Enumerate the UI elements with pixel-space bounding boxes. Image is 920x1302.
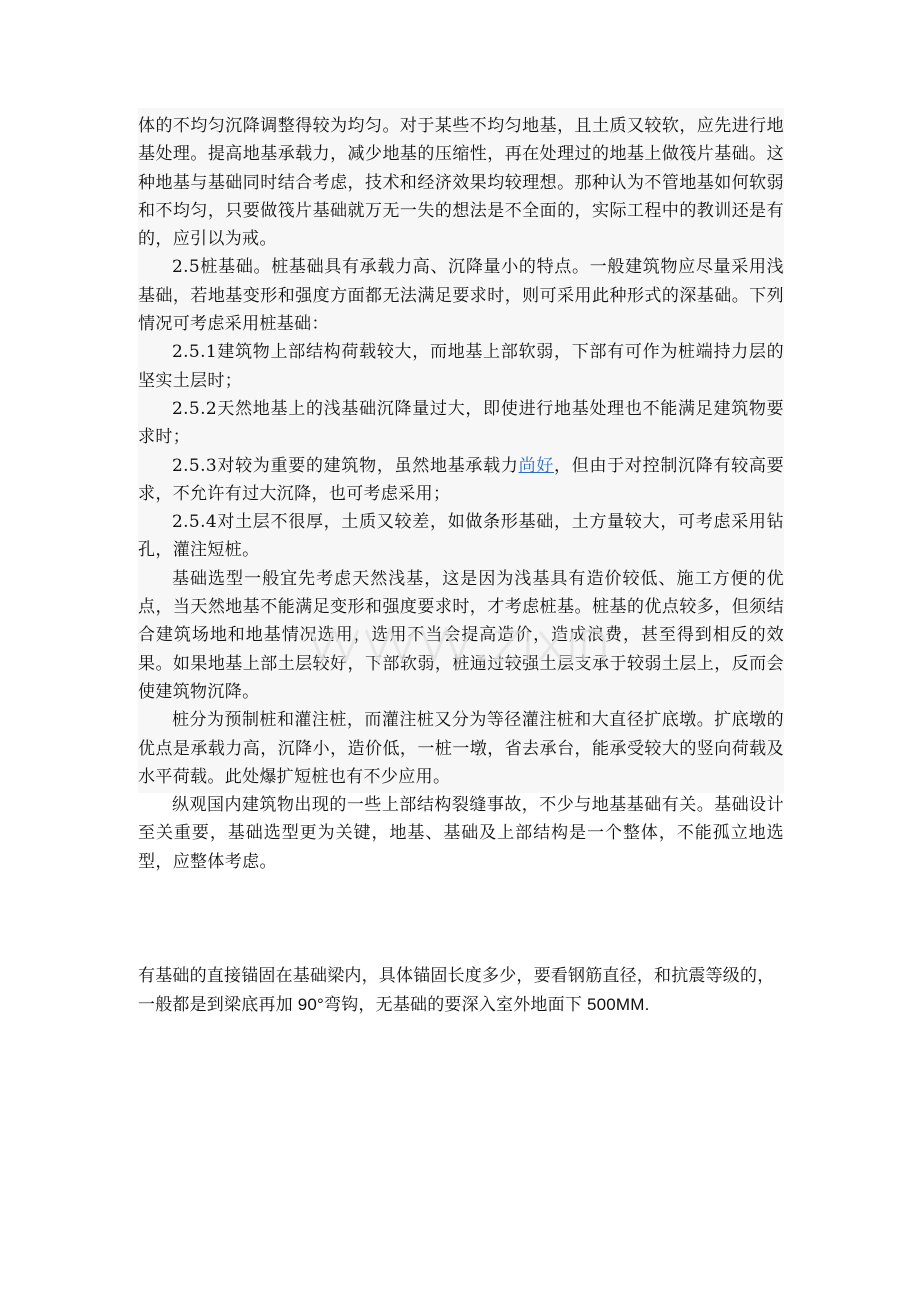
paragraph-foundation-selection: 基础选型一般宜先考虑天然浅基，这是因为浅基具有造价较低、施工方便的优点，当天然地基不能满足变形和强度要求时，才考虑桩基。桩基的优点较多，但须结合建筑场地和地基情况选用，选用不当会提高造价，造成浪费，甚至得到相反的效果。如果地基上部土层较好，下部软弱，桩通过较强土层支承于较弱土层上，反而会使建筑物沉降。 — [138, 568, 784, 702]
appendix-paragraph: 有基础的直接锚固在基础梁内，具体锚固长度多少，要看钢筋直径，和抗震等级的，一般都是到梁底再加 90°弯钩，无基础的要深入室外地面下 500MM. — [138, 966, 775, 1014]
paragraph-pile-types: 桩分为预制桩和灌注桩，而灌注桩又分为等径灌注桩和大直径扩底墩。扩底墩的优点是承载力高，沉降小，造价低，一桩一墩，省去承台，能承受较大的竖向荷载及水平荷载。此处爆扩短桩也有不少应用。 — [138, 710, 784, 787]
case-2-5-3-before-link: 2.5.3对较为重要的建筑物，虽然地基承载力 — [172, 455, 519, 476]
paragraph-case-2-5-4: 2.5.4对土层不很厚，土质又较差，如做条形基础，土方量较大，可考虑采用钻孔，灌注短桩。 — [138, 512, 784, 561]
paragraph-intro: 体的不均匀沉降调整得较为均匀。对于某些不均匀地基，且土质又较软，应先进行地基处理。提高地基承载力，减少地基的压缩性，再在处理过的地基上做筏片基础。这种地基与基础同时结合考虑，技术和经济效果均较理想。那种认为不管地基如何软弱和不均匀，只要做筏片基础就万无一失的想法是不全面的，实际工程中的教训还是有的，应引以为戒。 — [138, 116, 784, 250]
paragraph-case-2-5-1: 2.5.1建筑物上部结构荷载较大，而地基上部软弱，下部有可作为桩端持力层的坚实土层时； — [138, 342, 784, 391]
document-body — [138, 112, 784, 876]
appendix-note — [138, 962, 784, 1019]
paragraph-case-2-5-2: 2.5.2天然地基上的浅基础沉降量过大，即使进行地基处理也不能满足建筑物要求时； — [138, 398, 784, 448]
paragraph-conclusion: 纵观国内建筑物出现的一些上部结构裂缝事故，不少与地基基础有关。基础设计至关重要，基础选型更为关键，地基、基础及上部结构是一个整体，不能孤立地选型，应整体考虑。 — [138, 795, 784, 872]
paragraph-pile-foundation: 2.5桩基础。桩基础具有承载力高、沉降量小的特点。一般建筑物应尽量采用浅基础，若地基变形和强度方面都无法满足要求时，则可采用此种形式的深基础。下列情况可考虑采用桩基础： — [138, 257, 784, 335]
case-2-5-3-after-link: ，但由于对控制沉降有较高要求，不允许有过大沉降，也可考虑采用； — [138, 455, 784, 504]
hyperlink-shanghao[interactable]: 尚好 — [518, 455, 555, 476]
paragraph-case-2-5-3 — [138, 452, 784, 509]
